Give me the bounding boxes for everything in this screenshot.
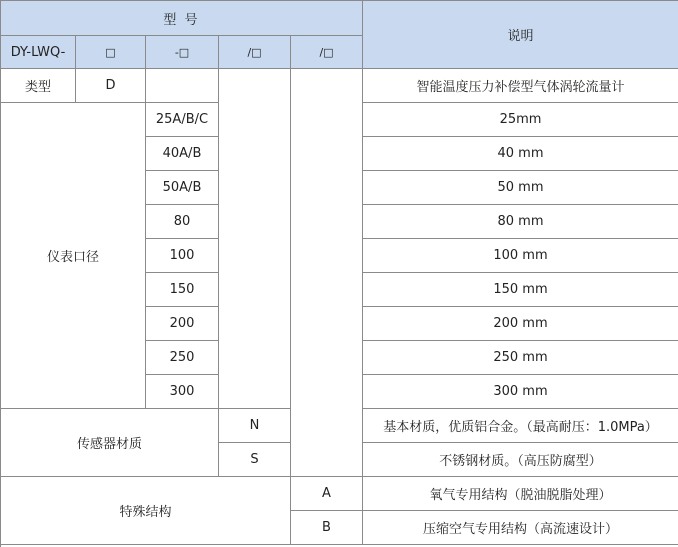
code-slot-4-cell [291,36,363,69]
diameter-code-cell [146,171,219,205]
diameter-code-cell [146,341,219,375]
diameter-code: 150 [169,282,195,297]
sensor-label-cell [1,409,219,477]
description-header-label: 说明 [507,29,534,44]
model-header [1,1,363,36]
diameter-description: 100 mm [493,248,548,263]
diameter-code-cell [146,273,219,307]
diameter-code-cell [146,103,219,137]
diameter-code: 40A/B [162,146,202,161]
diameter-description-cell [363,341,678,375]
sensor-description: 不锈钢材质。（高压防腐型） [439,454,602,469]
code-prefix: DY-LWQ- [10,44,66,60]
sensor-code: N [249,418,260,433]
diameter-code-cell [146,137,219,171]
special-label-cell [1,477,291,545]
diameter-label: 仪表口径 [46,250,99,265]
code-slot-1-cell [76,36,146,69]
diameter-code: 25A/B/C [155,112,209,127]
special-description-cell [363,477,678,511]
diameter-code-cell [146,205,219,239]
empty-merged-cell [291,69,363,477]
sensor-description-cell [363,409,678,443]
code-slot-1: □ [105,45,116,59]
code-prefix-cell [1,36,76,69]
diameter-description-cell [363,307,678,341]
diameter-description-cell [363,205,678,239]
diameter-code: 250 [169,350,195,365]
type-label-cell [1,69,76,103]
code-slot-2-cell [146,36,219,69]
diameter-code-cell [146,239,219,273]
type-code-cell [76,69,146,103]
type-description-cell [363,69,678,103]
code-slot-2: -□ [174,45,190,59]
diameter-description-cell [363,103,678,137]
code-slot-4: /□ [319,45,334,59]
diameter-description: 50 mm [497,180,544,195]
special-code: A [322,486,331,501]
special-description-cell [363,511,678,545]
sensor-code-cell [219,443,291,477]
diameter-code: 200 [169,316,195,331]
special-code-cell [291,511,363,545]
diameter-description-cell [363,239,678,273]
description-header [363,1,678,69]
type-code: D [105,78,116,93]
sensor-description: 基本材质，优质铝合金。（最高耐压：1.0MPa） [383,420,658,435]
diameter-code: 80 [173,214,191,229]
diameter-description: 300 mm [493,384,548,399]
diameter-description: 250 mm [493,350,548,365]
special-description: 压缩空气专用结构（高流速设计） [422,522,618,537]
diameter-description: 80 mm [497,214,544,229]
model-header-label: 型 号 [163,12,200,28]
diameter-description: 200 mm [493,316,548,331]
type-label: 类型 [24,80,51,95]
diameter-code: 50A/B [162,180,202,195]
diameter-description: 40 mm [497,146,544,161]
diameter-description: 25mm [499,112,542,127]
diameter-code: 100 [169,248,195,263]
diameter-code-cell [146,375,219,409]
diameter-code-cell [146,307,219,341]
special-code-cell [291,477,363,511]
diameter-description-cell [363,375,678,409]
diameter-description-cell [363,137,678,171]
code-slot-3: /□ [247,45,262,59]
special-description: 氧气专用结构（脱油脱脂处理） [429,488,612,503]
diameter-code: 300 [169,384,195,399]
diameter-description-cell [363,273,678,307]
sensor-code-cell [219,409,291,443]
empty-cell [146,69,219,103]
special-label: 特殊结构 [119,505,172,520]
diameter-description-cell [363,171,678,205]
empty-merged-cell [219,69,291,409]
sensor-description-cell [363,443,678,477]
sensor-code: S [250,452,259,467]
diameter-label-cell [1,103,146,409]
sensor-label: 传感器材质 [76,437,142,452]
diameter-description: 150 mm [493,282,548,297]
special-code: B [322,520,331,535]
type-description: 智能温度压力补偿型气体涡轮流量计 [416,80,625,95]
code-slot-3-cell [219,36,291,69]
